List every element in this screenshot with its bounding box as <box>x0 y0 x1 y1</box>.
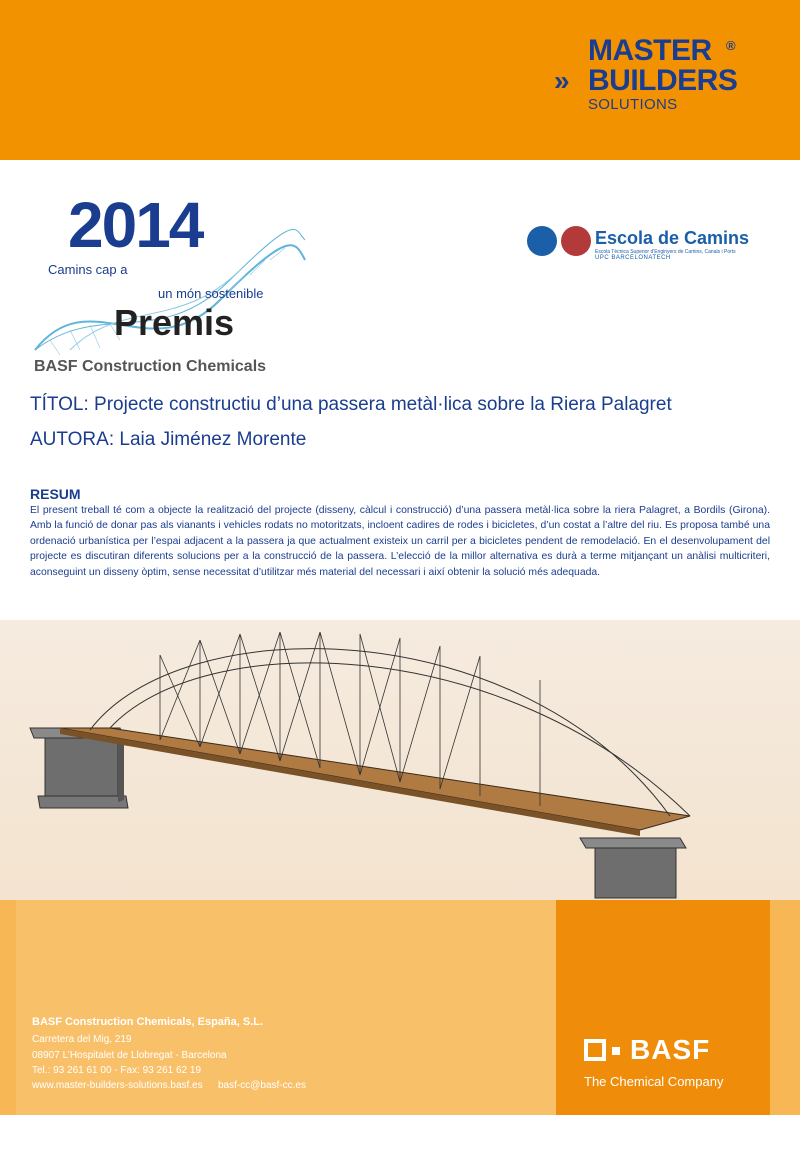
bridge-render-panel <box>0 620 800 900</box>
footer-phone: Tel.: 93 261 61 00 - Fax: 93 261 62 19 <box>32 1065 202 1076</box>
brand-line2: BUILDERS <box>588 64 738 97</box>
project-author: AUTORA: Laia Jiménez Morente <box>30 429 307 450</box>
school-name: Escola de Camins <box>595 228 750 248</box>
upc-seal-icon <box>527 226 557 256</box>
registered-mark: ® <box>726 38 736 53</box>
school-subtitle: Escola Tècnica Superior d'Enginyers de Camins, Canals i Ports <box>595 249 736 255</box>
award-tagline1: Camins cap a <box>48 262 128 277</box>
bridge-illustration <box>0 620 800 900</box>
footer-web-link[interactable]: www.master-builders-solutions.basf.es <box>32 1080 203 1091</box>
award-tagline2: un món sostenible <box>158 286 264 301</box>
brand-line3: SOLUTIONS <box>588 96 678 113</box>
summary-text: El present treball té com a objecte la realització del projecte (disseny, càlcul i construcció) d’una passera metàl·lica sobre la riera Palagret, a Bordils (Girona). Amb la funció de donar pas als vianants i vehicles rodats no motoritzats, incloent cadires de rodes i bicicletes, d’un costat a l’altre del riu. Es proposa també una ordenació urbanística per l’espai adjacent a la passera ja que actualment existeix un carril per a bicicletes pendent de remodelació. En el desenvolupament del projecte es discutiran diferents solucions per a la construcció de la passera. L’elecció de la millor alternativa es durà a terme mitjançant un anàlisi multicriteri, aconseguint un disseny òptim, sense necessitat d’utilitzar més material del necessari i així obtenir la solució més adequada. <box>30 505 770 578</box>
basf-tagline: The Chemical Company <box>584 1074 724 1089</box>
master-builders-logo <box>554 36 764 116</box>
award-year: 2014 <box>68 189 203 261</box>
award-sponsor: BASF Construction Chemicals <box>34 358 267 375</box>
brand-line1: MASTER <box>588 34 712 67</box>
project-title: TÍTOL: Projecte constructiu d’una passera metàl·lica sobre la Riera Palagret <box>30 394 672 415</box>
bottom-margin <box>0 1115 800 1153</box>
award-logo <box>30 190 310 380</box>
school-logo <box>527 226 772 262</box>
basf-square-icon <box>584 1039 606 1061</box>
chevrons-icon: » <box>554 65 570 96</box>
basf-logo-text: BASF <box>630 1034 711 1065</box>
footer-address2: 08907 L’Hospitalet de Llobregat - Barcelona <box>32 1050 227 1061</box>
footer-company: BASF Construction Chemicals, España, S.L. <box>32 1016 264 1028</box>
summary-heading: RESUM <box>30 486 81 502</box>
school-crest-icon <box>561 226 591 256</box>
footer-address1: Carretera del Mig, 219 <box>32 1034 132 1045</box>
school-tech: UPC BARCELONATECH <box>595 255 671 261</box>
award-title: Premis <box>114 302 235 343</box>
footer-email-link[interactable]: basf-cc@basf-cc.es <box>218 1080 306 1091</box>
basf-dot-icon <box>612 1047 620 1055</box>
